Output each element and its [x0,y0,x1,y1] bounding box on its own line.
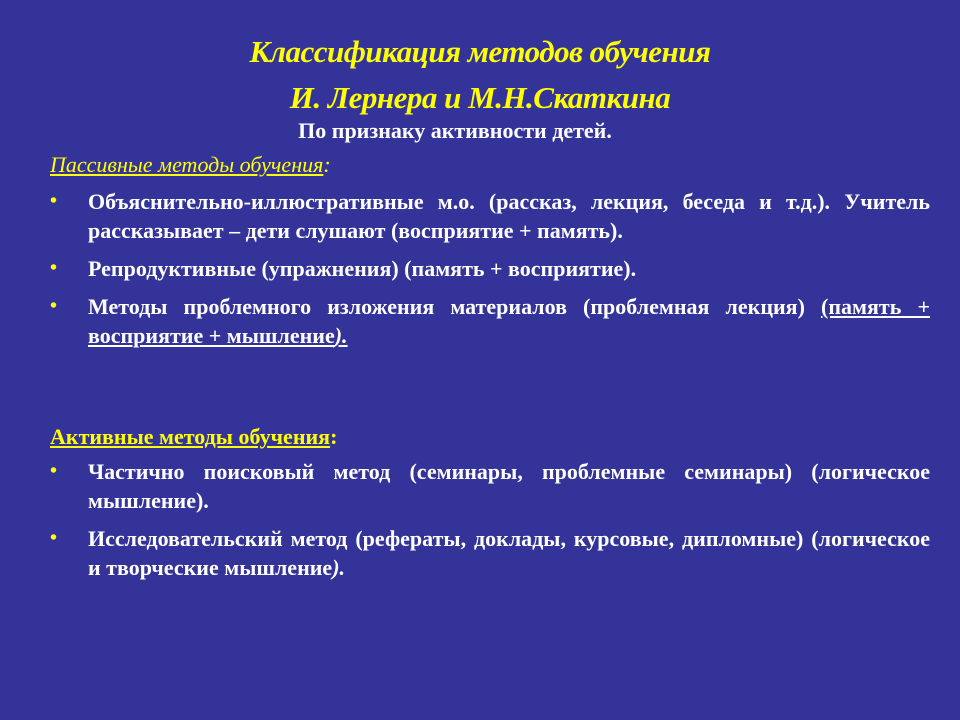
list-item-text: Объяснительно-иллюстративные м.о. (рассказ, лекция, беседа и т.д.). Учитель рассказывает – дети слушают (восприятие + память). [88,189,930,243]
list-item-text: Частично поисковый метод (семинары, проблемные семинары) (логическое мышление). [88,459,930,513]
slide-subtitle: По признаку активности детей. [298,118,612,143]
list-item-text: Исследовательский метод (рефераты, доклады, курсовые, дипломные) (логическое и творческие мышление [88,526,930,580]
passive-methods-heading [50,151,331,179]
bullet-icon: • [50,527,58,549]
active-methods-heading-colon: : [330,424,338,449]
passive-methods-heading-text: Пассивные методы обучения [50,152,324,177]
list-item [50,524,930,582]
slide-title-line-1: Классификация методов обучения [249,34,711,69]
passive-methods-list [50,187,930,359]
list-item [50,457,930,515]
slide-title-line-2: И. Лернера и М.Н.Скаткина [289,80,671,115]
active-methods-heading [50,423,337,451]
list-item-italic-text: ). [332,555,346,580]
list-item [50,292,930,350]
bullet-icon: • [50,295,58,317]
bullet-icon: • [50,257,58,279]
bullet-icon: • [50,460,58,482]
passive-methods-heading-colon: : [323,152,331,177]
list-item [50,187,930,245]
active-methods-list [50,457,930,591]
list-item-underlined-text: (память + восприятие + мышление [88,294,930,348]
active-methods-heading-text: Активные методы обучения [50,424,331,449]
bullet-icon: • [50,190,58,212]
list-item [50,254,930,283]
list-item-underlined-italic-text: ). [334,323,348,348]
list-item-text: Методы проблемного изложения материалов (проблемная лекция) [88,294,822,319]
list-item-text: Репродуктивные (упражнения) (память + восприятие). [88,256,637,281]
